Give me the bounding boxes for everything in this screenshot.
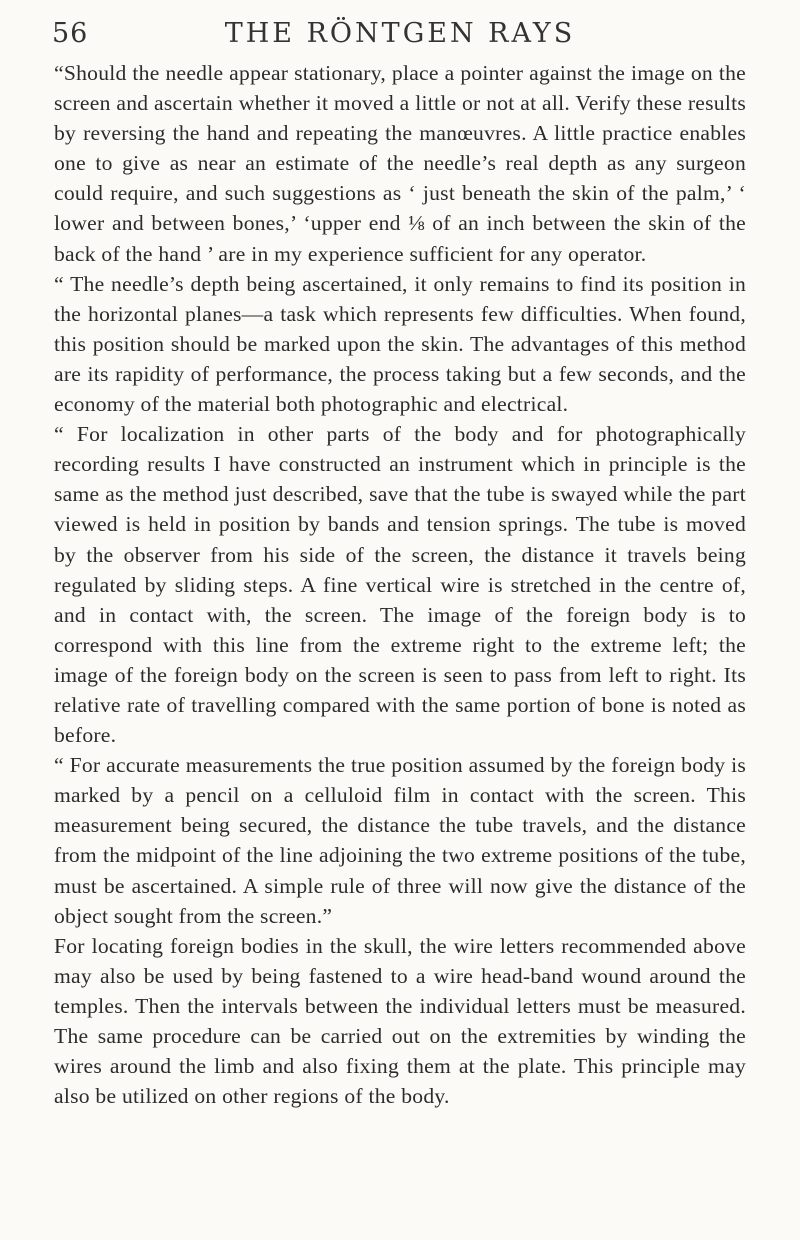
- paragraph-2: “ The needle’s depth being ascertained, it only remains to find its position in the horizontal planes—a task which represents few difficulties. When found, this position should be marked upon the skin. The advantages of this method are its rapidity of performance, the process taking but a few seconds, and the economy of the material both photographic and electrical.: [54, 271, 746, 417]
- body-text: [54, 58, 746, 1111]
- paragraph-3: “ For localization in other parts of the body and for photographically recording results I have constructed an instrument which in principle is the same as the method just described, save that the tube is swayed while the part viewed is held in position by bands and tension springs. The tube is moved by the observer from his side of the screen, the distance it travels being regulated by sliding steps. A fine vertical wire is stretched in the centre of, and in contact with, the screen. The image of the foreign body is to correspond with this line from the extreme right to the extreme left; the image of the foreign body on the screen is seen to pass from left to right. Its relative rate of travelling compared with the same portion of bone is noted as before.: [54, 422, 746, 748]
- running-head: THE RÖNTGEN RAYS: [224, 18, 576, 49]
- paragraph-1: “Should the needle appear stationary, place a pointer against the image on the screen and ascertain whether it moved a little or not at all. Verify these results by reversing the hand and repeating the manœuvres. A little practice enables one to give as near an estimate of the needle’s real depth as any surgeon could require, and such suggestions as ‘ just beneath the skin of the palm,’ ‘ lower and between bones,’ ‘upper end ⅛ of an inch between the skin of the back of the hand ’ are in my experience sufficient for any operator.: [54, 61, 746, 266]
- page-number: 56: [52, 18, 89, 49]
- paragraph-4: “ For accurate measurements the true position assumed by the foreign body is marked by a pencil on a celluloid film in contact with the screen. This measurement being secured, the distance the tube travels, and the distance from the midpoint of the line adjoining the two extreme positions of the tube, must be ascertained. A simple rule of three will now give the distance of the object sought from the screen.”: [54, 753, 746, 928]
- page-header: [52, 10, 748, 60]
- paragraph-5: For locating foreign bodies in the skull, the wire letters recommended above may also be used by being fastened to a wire head-band wound around the temples. Then the intervals between the individual letters must be measured. The same procedure can be carried out on the extremities by winding the wires around the limb and also fixing them at the plate. This principle may also be utilized on other regions of the body.: [54, 933, 746, 1109]
